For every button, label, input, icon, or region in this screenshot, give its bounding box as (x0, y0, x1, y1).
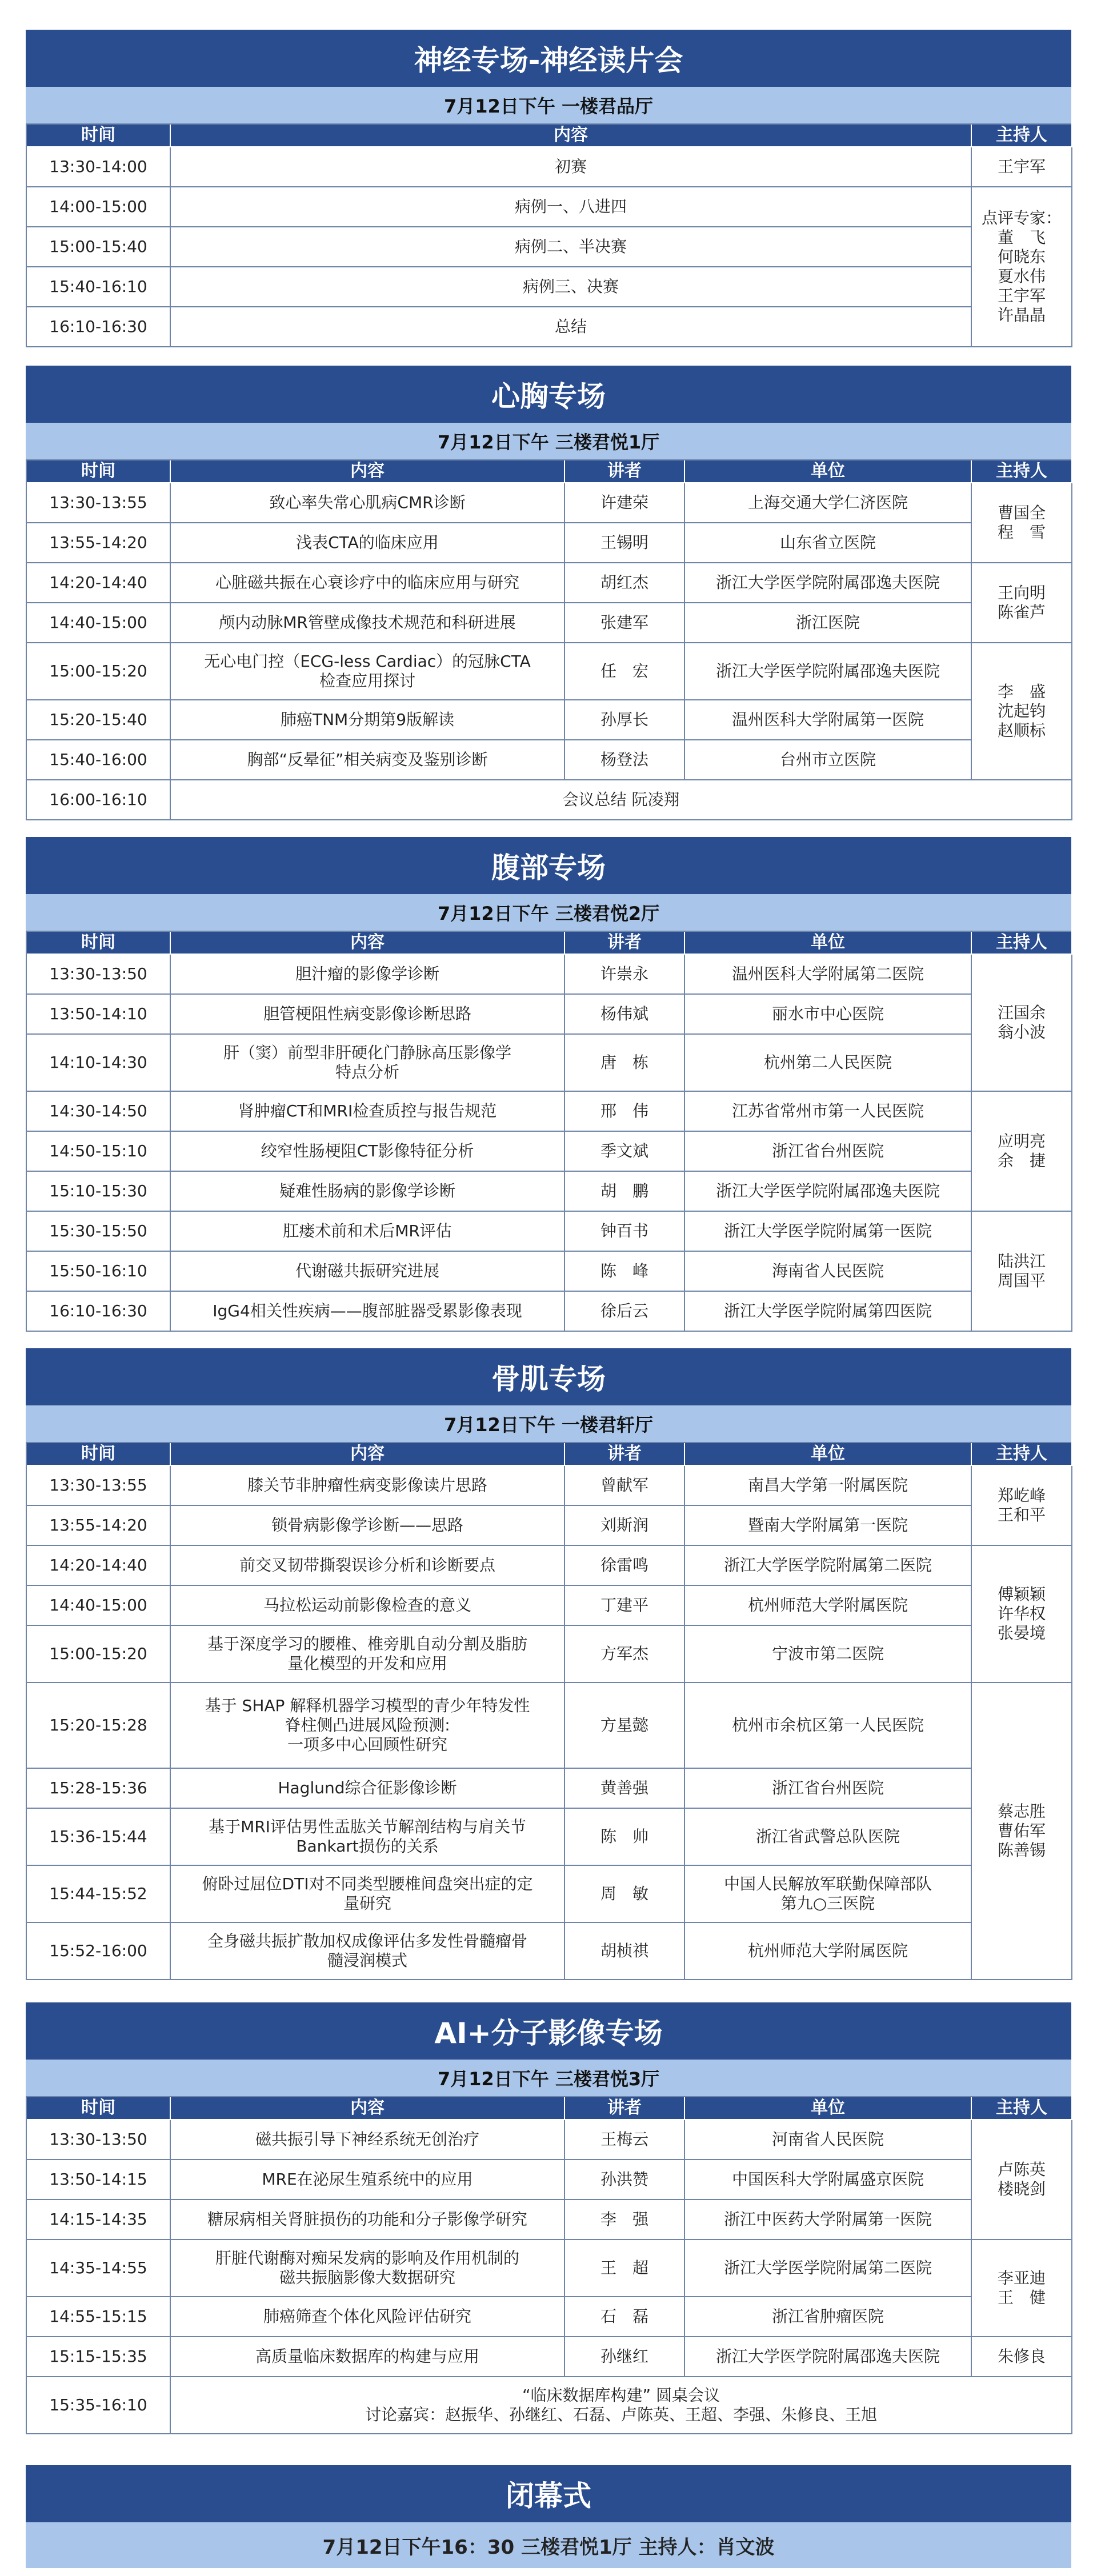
row-unit: 浙江省肿瘤医院 (685, 2297, 972, 2337)
row-content: 膝关节非肿瘤性病变影像读片思路 (171, 1466, 565, 1506)
row-content: 颅内动脉MR管壁成像技术规范和科研进展 (171, 603, 565, 643)
row-speaker: 徐后云 (565, 1292, 685, 1332)
row-speaker: 杨登法 (565, 740, 685, 780)
row-content: 肛瘘术前和术后MR评估 (171, 1212, 565, 1252)
row-time: 15:00-15:20 (27, 1626, 171, 1683)
row-speaker: 孙厚长 (565, 700, 685, 740)
row-speaker: 周 敏 (565, 1866, 685, 1923)
row-unit: 杭州第二人民医院 (685, 1035, 972, 1092)
row-content: 锁骨病影像学诊断——思路 (171, 1506, 565, 1546)
header-content: 内容 (171, 125, 972, 147)
row-time: 16:10-16:30 (27, 1292, 171, 1332)
header-content: 内容 (171, 1443, 565, 1466)
row-unit: 浙江大学医学院附属邵逸夫医院 (685, 643, 972, 700)
row-content: 肾肿瘤CT和MRI检查质控与报告规范 (171, 1092, 565, 1132)
row-time: 15:44-15:52 (27, 1866, 171, 1923)
row-speaker: 孙洪赞 (565, 2160, 685, 2200)
host-group: 王向明 陈雀芦 (972, 563, 1072, 643)
section-subtitle: 7月12日下午 三楼君悦3厅 (26, 2060, 1071, 2096)
row-time: 15:52-16:00 (27, 1923, 171, 1980)
row-content: MRE在泌尿生殖系统中的应用 (171, 2160, 565, 2200)
row-speaker: 曾献军 (565, 1466, 685, 1506)
row-unit: 浙江省武警总队医院 (685, 1809, 972, 1866)
row-unit: 杭州市余杭区第一人民医院 (685, 1683, 972, 1769)
row-speaker: 唐 栋 (565, 1035, 685, 1092)
section-heart (26, 366, 1071, 820)
row-time: 13:30-13:50 (27, 2120, 171, 2160)
host-group: 曹国全 程 雪 (972, 483, 1072, 563)
section-subtitle: 7月12日下午 三楼君悦2厅 (26, 894, 1071, 931)
row-time: 15:40-16:00 (27, 740, 171, 780)
row-speaker: 王梅云 (565, 2120, 685, 2160)
row-speaker: 许建荣 (565, 483, 685, 523)
row-unit: 浙江大学医学院附属第四医院 (685, 1292, 972, 1332)
section-subtitle: 7月12日下午 一楼君品厅 (26, 87, 1071, 123)
section-ai (26, 2002, 1071, 2434)
row-unit: 浙江中医药大学附属第一医院 (685, 2200, 972, 2240)
section-neuro (26, 30, 1071, 347)
row-unit: 中国医科大学附属盛京医院 (685, 2160, 972, 2200)
row-speaker: 邢 伟 (565, 1092, 685, 1132)
row-time: 15:00-15:20 (27, 643, 171, 700)
closing-summary: 会议总结 阮凌翔 (171, 780, 1072, 820)
header-speaker: 讲者 (565, 1443, 685, 1466)
row-speaker: 陈 帅 (565, 1809, 685, 1866)
row-unit: 杭州师范大学附属医院 (685, 1923, 972, 1980)
header-content: 内容 (171, 2097, 565, 2120)
row-unit: 台州市立医院 (685, 740, 972, 780)
row-time: 16:00-16:10 (27, 780, 171, 820)
row-content: 高质量临床数据库的构建与应用 (171, 2337, 565, 2377)
row-speaker: 胡桢祺 (565, 1923, 685, 1980)
row-content: 磁共振引导下神经系统无创治疗 (171, 2120, 565, 2160)
row-time: 15:30-15:50 (27, 1212, 171, 1252)
header-host: 主持人 (972, 125, 1072, 147)
row-time: 14:00-15:00 (27, 187, 171, 227)
host-group: 蔡志胜 曹佑军 陈善锡 (972, 1683, 1072, 1980)
header-content: 内容 (171, 932, 565, 955)
header-host: 主持人 (972, 932, 1072, 955)
row-content: 肺癌TNM分期第9版解读 (171, 700, 565, 740)
header-speaker: 讲者 (565, 932, 685, 955)
row-time: 13:30-13:50 (27, 955, 171, 995)
row-time: 13:30-13:55 (27, 1466, 171, 1506)
row-time: 15:50-16:10 (27, 1252, 171, 1292)
section-title: 骨肌专场 (26, 1348, 1071, 1405)
row-time: 14:55-15:15 (27, 2297, 171, 2337)
row-unit: 浙江大学医学院附属邵逸夫医院 (685, 1172, 972, 1212)
row-speaker: 钟百书 (565, 1212, 685, 1252)
row-unit: 浙江大学医学院附属邵逸夫医院 (685, 563, 972, 603)
row-content: 基于 SHAP 解释机器学习模型的青少年特发性 脊柱侧凸进展风险预测: 一项多中心回顾性研究 (171, 1683, 565, 1769)
row-speaker: 方军杰 (565, 1626, 685, 1683)
host-group: 朱修良 (972, 2337, 1072, 2377)
row-speaker: 石 磊 (565, 2297, 685, 2337)
host-group: 傅颖颖 许华权 张晏境 (972, 1546, 1072, 1683)
row-time: 13:55-14:20 (27, 1506, 171, 1546)
header-host: 主持人 (972, 2097, 1072, 2120)
row-content: 基于MRI评估男性盂肱关节解剖结构与肩关节 Bankart损伤的关系 (171, 1809, 565, 1866)
host-group: 李 盛 沈起钧 赵顺标 (972, 643, 1072, 780)
row-unit: 浙江省台州医院 (685, 1769, 972, 1809)
row-content: 无心电门控（ECG-less Cardiac）的冠脉CTA 检查应用探讨 (171, 643, 565, 700)
row-content: 致心率失常心肌病CMR诊断 (171, 483, 565, 523)
section-closing-ceremony (26, 2465, 1071, 2568)
row-speaker: 杨伟斌 (565, 995, 685, 1035)
row-content: IgG4相关性疾病——腹部脏器受累影像表现 (171, 1292, 565, 1332)
row-unit: 温州医科大学附属第二医院 (685, 955, 972, 995)
row-speaker: 胡红杰 (565, 563, 685, 603)
row-content: 肺癌筛查个体化风险评估研究 (171, 2297, 565, 2337)
row-time: 14:30-14:50 (27, 1092, 171, 1132)
row-content: 代谢磁共振研究进展 (171, 1252, 565, 1292)
schedule-table (26, 931, 1071, 1332)
row-unit: 丽水市中心医院 (685, 995, 972, 1035)
row-time: 15:20-15:40 (27, 700, 171, 740)
roundtable-cell (171, 2377, 1072, 2434)
header-content: 内容 (171, 460, 565, 483)
row-unit: 江苏省常州市第一人民医院 (685, 1092, 972, 1132)
row-content: 糖尿病相关肾脏损伤的功能和分子影像学研究 (171, 2200, 565, 2240)
row-speaker: 王锡明 (565, 523, 685, 563)
row-content: 病例一、八进四 (171, 187, 972, 227)
host-group: 应明亮 余 捷 (972, 1092, 1072, 1212)
row-speaker: 陈 峰 (565, 1252, 685, 1292)
row-content: 浅表CTA的临床应用 (171, 523, 565, 563)
section-subtitle: 7月12日下午 三楼君悦1厅 (26, 423, 1071, 459)
schedule-table (26, 1442, 1071, 1980)
host-group: 郑屹峰 王和平 (972, 1466, 1072, 1546)
row-unit: 山东省立医院 (685, 523, 972, 563)
header-speaker: 讲者 (565, 460, 685, 483)
header-time: 时间 (27, 932, 171, 955)
row-time: 15:40-16:10 (27, 267, 171, 307)
row-content: 前交叉韧带撕裂误诊分析和诊断要点 (171, 1546, 565, 1586)
row-unit: 浙江大学医学院附属邵逸夫医院 (685, 2337, 972, 2377)
row-time: 14:20-14:40 (27, 1546, 171, 1586)
row-content: 病例三、决赛 (171, 267, 972, 307)
header-speaker: 讲者 (565, 2097, 685, 2120)
row-unit: 浙江省台州医院 (685, 1132, 972, 1172)
section-title: 神经专场-神经读片会 (26, 30, 1071, 87)
host-group: 陆洪江 周国平 (972, 1212, 1072, 1332)
schedule-table (26, 2096, 1071, 2434)
section-title: 腹部专场 (26, 837, 1071, 894)
row-time: 14:15-14:35 (27, 2200, 171, 2240)
section-subtitle: 7月12日下午 一楼君轩厅 (26, 1405, 1071, 1442)
row-speaker: 黄善强 (565, 1769, 685, 1809)
row-content: Haglund综合征影像诊断 (171, 1769, 565, 1809)
row-time: 13:30-14:00 (27, 147, 171, 187)
row-speaker: 徐雷鸣 (565, 1546, 685, 1586)
roundtable-title: “临床数据库构建” 圆桌会议 (522, 2386, 720, 2405)
row-speaker: 刘斯润 (565, 1506, 685, 1546)
row-time: 14:20-14:40 (27, 563, 171, 603)
row-content: 俯卧过屈位DTI对不同类型腰椎间盘突出症的定 量研究 (171, 1866, 565, 1923)
row-content: 肝（窦）前型非肝硬化门静脉高压影像学 特点分析 (171, 1035, 565, 1092)
row-unit: 上海交通大学仁济医院 (685, 483, 972, 523)
header-host: 主持人 (972, 1443, 1072, 1466)
section-title: AI+分子影像专场 (26, 2002, 1071, 2060)
row-speaker: 丁建平 (565, 1586, 685, 1626)
section-abdomen (26, 837, 1071, 1332)
header-time: 时间 (27, 2097, 171, 2120)
row-host: 王宇军 (972, 147, 1072, 187)
row-content: 胆汁瘤的影像学诊断 (171, 955, 565, 995)
row-time: 15:00-15:40 (27, 227, 171, 267)
row-speaker: 任 宏 (565, 643, 685, 700)
row-content: 胆管梗阻性病变影像诊断思路 (171, 995, 565, 1035)
row-unit: 宁波市第二医院 (685, 1626, 972, 1683)
row-time: 14:50-15:10 (27, 1132, 171, 1172)
row-time: 15:35-16:10 (27, 2377, 171, 2434)
row-time: 15:10-15:30 (27, 1172, 171, 1212)
roundtable-guests: 讨论嘉宾：赵振华、孙继红、石磊、卢陈英、王超、李强、朱修良、王旭 (365, 2405, 877, 2424)
row-speaker: 张建军 (565, 603, 685, 643)
row-time: 13:50-14:10 (27, 995, 171, 1035)
row-unit: 海南省人民医院 (685, 1252, 972, 1292)
row-content: 总结 (171, 307, 972, 347)
row-content: 病例二、半决赛 (171, 227, 972, 267)
row-time: 15:15-15:35 (27, 2337, 171, 2377)
host-group: 卢陈英 楼晓剑 (972, 2120, 1072, 2240)
row-time: 14:35-14:55 (27, 2240, 171, 2297)
row-unit: 浙江大学医学院附属第一医院 (685, 1212, 972, 1252)
row-time: 16:10-16:30 (27, 307, 171, 347)
host-group: 点评专家： 董 飞 何晓东 夏水伟 王宇军 许晶晶 (972, 187, 1072, 347)
row-unit: 中国人民解放军联勤保障部队 第九○三医院 (685, 1866, 972, 1923)
row-time: 15:28-15:36 (27, 1769, 171, 1809)
row-unit: 浙江医院 (685, 603, 972, 643)
schedule-table (26, 459, 1071, 820)
header-unit: 单位 (685, 2097, 972, 2120)
row-content: 胸部“反晕征”相关病变及鉴别诊断 (171, 740, 565, 780)
row-content: 肝脏代谢酶对痴呆发病的影响及作用机制的 磁共振脑影像大数据研究 (171, 2240, 565, 2297)
row-time: 13:55-14:20 (27, 523, 171, 563)
row-unit: 浙江大学医学院附属第二医院 (685, 2240, 972, 2297)
host-group: 李亚迪 王 健 (972, 2240, 1072, 2337)
header-time: 时间 (27, 460, 171, 483)
row-speaker: 王 超 (565, 2240, 685, 2297)
row-unit: 南昌大学第一附属医院 (685, 1466, 972, 1506)
row-speaker: 李 强 (565, 2200, 685, 2240)
row-content: 全身磁共振扩散加权成像评估多发性骨髓瘤骨 髓浸润模式 (171, 1923, 565, 1980)
row-content: 初赛 (171, 147, 972, 187)
header-time: 时间 (27, 1443, 171, 1466)
row-unit: 杭州师范大学附属医院 (685, 1586, 972, 1626)
row-time: 13:30-13:55 (27, 483, 171, 523)
row-content: 绞窄性肠梗阻CT影像特征分析 (171, 1132, 565, 1172)
schedule-table (26, 123, 1071, 347)
header-time: 时间 (27, 125, 171, 147)
row-unit: 暨南大学附属第一医院 (685, 1506, 972, 1546)
row-time: 13:50-14:15 (27, 2160, 171, 2200)
row-speaker: 季文斌 (565, 1132, 685, 1172)
host-group: 汪国余 翁小波 (972, 955, 1072, 1092)
closing-subtitle: 7月12日下午16：30 三楼君悦1厅 主持人：肖文波 (26, 2522, 1071, 2568)
row-speaker: 许崇永 (565, 955, 685, 995)
row-unit: 河南省人民医院 (685, 2120, 972, 2160)
header-unit: 单位 (685, 932, 972, 955)
row-content: 马拉松运动前影像检查的意义 (171, 1586, 565, 1626)
row-time: 14:40-15:00 (27, 603, 171, 643)
row-speaker: 胡 鹏 (565, 1172, 685, 1212)
row-speaker: 方星懿 (565, 1683, 685, 1769)
row-content: 疑难性肠病的影像学诊断 (171, 1172, 565, 1212)
row-content: 心脏磁共振在心衰诊疗中的临床应用与研究 (171, 563, 565, 603)
closing-title: 闭幕式 (26, 2465, 1071, 2522)
row-content: 基于深度学习的腰椎、椎旁肌自动分割及脂肪 量化模型的开发和应用 (171, 1626, 565, 1683)
header-unit: 单位 (685, 460, 972, 483)
header-host: 主持人 (972, 460, 1072, 483)
row-speaker: 孙继红 (565, 2337, 685, 2377)
row-unit: 温州医科大学附属第一医院 (685, 700, 972, 740)
row-time: 15:20-15:28 (27, 1683, 171, 1769)
row-time: 15:36-15:44 (27, 1809, 171, 1866)
section-bone (26, 1348, 1071, 1980)
row-unit: 浙江大学医学院附属第二医院 (685, 1546, 972, 1586)
header-unit: 单位 (685, 1443, 972, 1466)
section-title: 心胸专场 (26, 366, 1071, 423)
row-time: 14:40-15:00 (27, 1586, 171, 1626)
row-time: 14:10-14:30 (27, 1035, 171, 1092)
